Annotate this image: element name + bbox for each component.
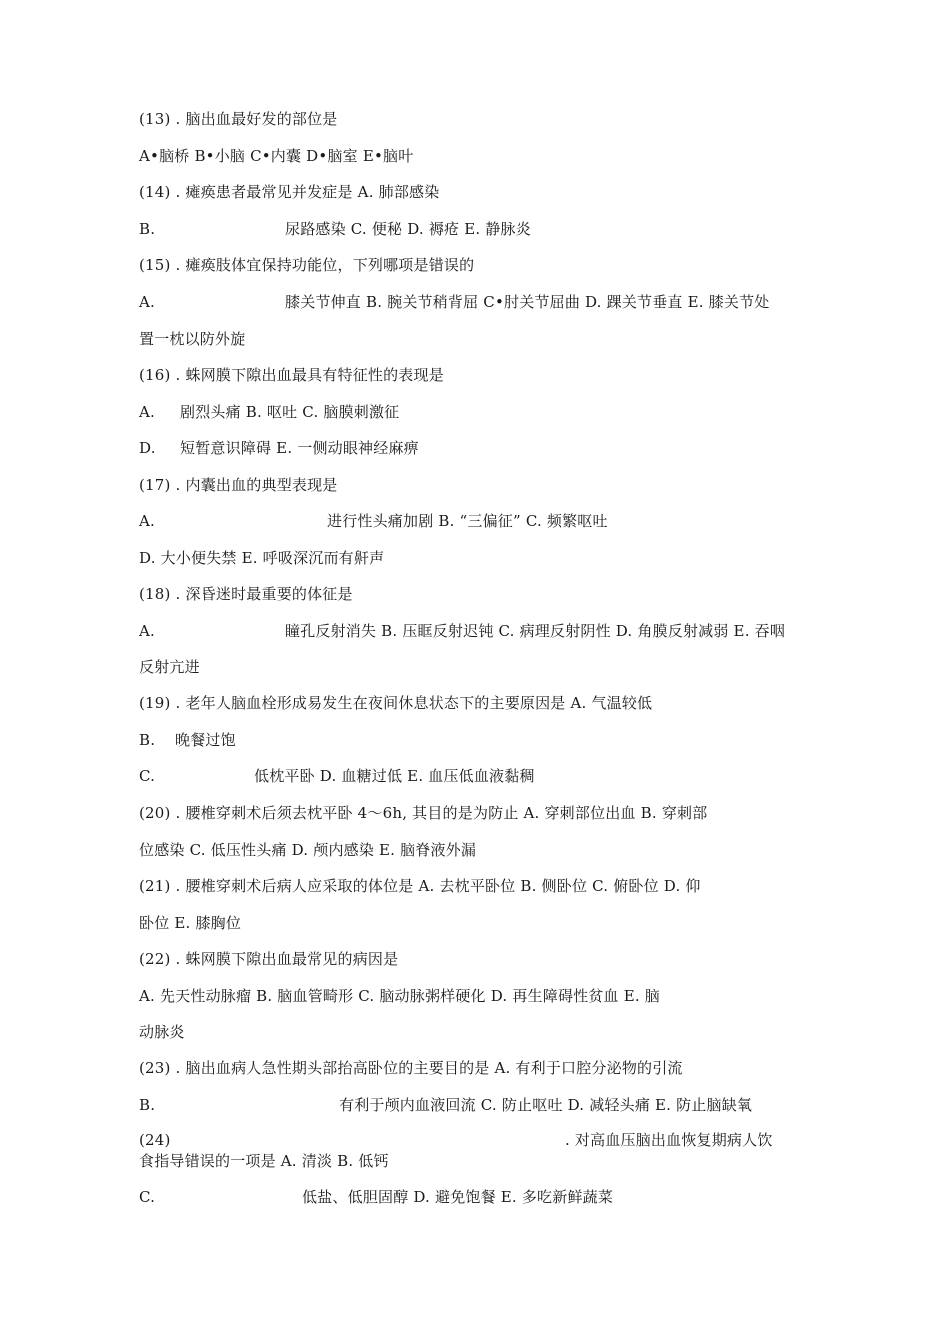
q19-option-lead-c: C. bbox=[139, 767, 156, 785]
q20-options-cont: 位感染 C. 低压性头痛 D. 颅内感染 E. 脑脊液外漏 bbox=[139, 841, 477, 859]
q16-stem: (16) . 蛛网膜下隙出血最具有特征性的表现是 bbox=[139, 366, 444, 384]
q24-stem: . 对高血压脑出血恢复期病人饮 bbox=[565, 1131, 773, 1149]
q15-stem: (15) . 瘫痪肢体宜保持功能位，下列哪项是错误的 bbox=[139, 256, 475, 274]
q15-option-lead: A. bbox=[139, 293, 156, 311]
q22-options-cont: 动脉炎 bbox=[139, 1023, 185, 1041]
q16-options-1: 剧烈头痛 B. 呕吐 C. 脑膜刺激征 bbox=[180, 403, 400, 421]
q22-stem: (22) . 蛛网膜下隙出血最常见的病因是 bbox=[139, 950, 399, 968]
q16-options-2: 短暂意识障碍 E. 一侧动眼神经麻痹 bbox=[180, 439, 419, 457]
q23-option-lead: B. bbox=[139, 1096, 156, 1114]
q18-options: 瞳孔反射消失 B. 压眶反射迟钝 C. 病理反射阴性 D. 角膜反射减弱 E. 吞咽 bbox=[285, 622, 786, 640]
q19-options-1: 晚餐过饱 bbox=[175, 731, 236, 749]
q21-stem: (21) . 腰椎穿刺术后病人应采取的体位是 A. 去枕平卧位 B. 侧卧位 C. 俯卧位 D. 仰 bbox=[139, 877, 701, 895]
q15-options: 膝关节伸直 B. 腕关节稍背屈 C•肘关节屈曲 D. 踝关节垂直 E. 膝关节处 bbox=[285, 293, 770, 311]
q19-stem: (19) . 老年人脑血栓形成易发生在夜间休息状态下的主要原因是 A. 气温较低 bbox=[139, 694, 653, 712]
q18-options-cont: 反射亢进 bbox=[139, 658, 200, 676]
q16-option-lead-a: A. bbox=[139, 403, 156, 421]
q16-option-lead-d: D. bbox=[139, 439, 156, 457]
q17-stem: (17) . 内囊出血的典型表现是 bbox=[139, 476, 338, 494]
q24-option-lead: C. bbox=[139, 1188, 156, 1206]
q15-options-cont: 置一枕以防外旋 bbox=[139, 330, 246, 348]
q19-options-2: 低枕平卧 D. 血糖过低 E. 血压低血液黏稠 bbox=[254, 767, 535, 785]
q17-options-cont: D. 大小便失禁 E. 呼吸深沉而有鼾声 bbox=[139, 549, 385, 567]
q20-stem: (20) . 腰椎穿刺术后须去枕平卧 4〜6h, 其目的是为防止 A. 穿刺部位出血 B. 穿刺部 bbox=[139, 804, 708, 822]
q19-option-lead-b: B. bbox=[139, 731, 156, 749]
q18-stem: (18) . 深昏迷时最重要的体征是 bbox=[139, 585, 353, 603]
q23-stem: (23) . 脑出血病人急性期头部抬高卧位的主要目的是 A. 有利于口腔分泌物的引流 bbox=[139, 1059, 683, 1077]
q23-options: 有利于颅内血液回流 C. 防止呕吐 D. 减轻头痛 E. 防止脑缺氧 bbox=[339, 1096, 753, 1114]
q18-option-lead: A. bbox=[139, 622, 156, 640]
q24-stem-cont: 食指导错误的一项是 A. 清淡 B. 低钙 bbox=[139, 1152, 389, 1170]
q17-option-lead: A. bbox=[139, 512, 156, 530]
q14-options: 尿路感染 C. 便秘 D. 褥疮 E. 静脉炎 bbox=[285, 220, 531, 238]
q22-options: A. 先天性动脉瘤 B. 脑血管畸形 C. 脑动脉粥样硬化 D. 再生障碍性贫血 E. 脑 bbox=[139, 987, 660, 1005]
q21-options-cont: 卧位 E. 膝胸位 bbox=[139, 914, 242, 932]
q14-option-a-lead: B. bbox=[139, 220, 156, 238]
q24-options: 低盐、低胆固醇 D. 避免饱餐 E. 多吃新鲜蔬菜 bbox=[302, 1188, 614, 1206]
q13-options: A•脑桥 B•小脑 C•内囊 D•脑室 E•脑叶 bbox=[139, 147, 414, 165]
q14-stem: (14) . 瘫痪患者最常见并发症是 A. 肺部感染 bbox=[139, 183, 440, 201]
q17-options: 进行性头痛加剧 B. “三偏征” C. 频繁呕吐 bbox=[327, 512, 608, 530]
q24-number: (24) bbox=[139, 1131, 171, 1149]
q13-stem: (13) . 脑出血最好发的部位是 bbox=[139, 110, 338, 128]
